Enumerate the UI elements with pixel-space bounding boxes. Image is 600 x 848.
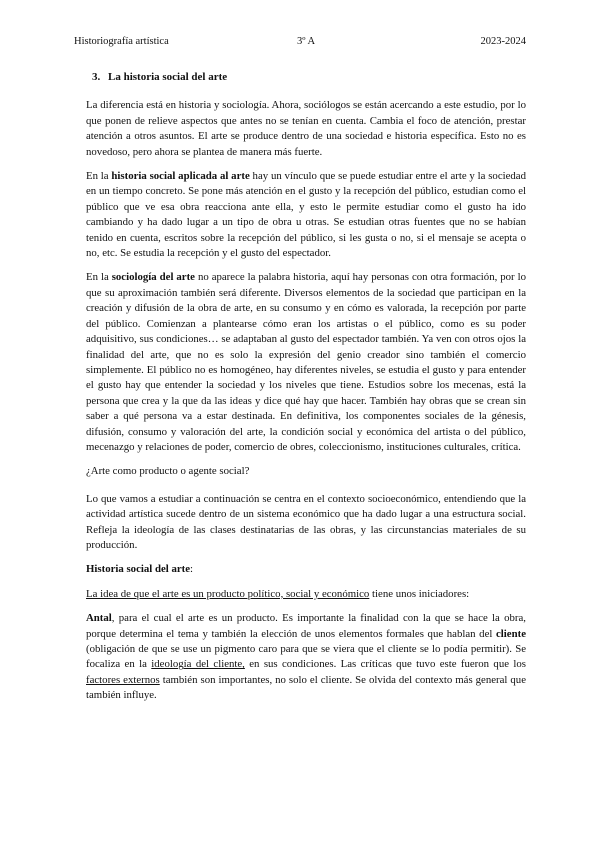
paragraph-6-part-2: (obligación de que se use un pigmento caro para que se viera que el cliente se lo podía permitir). Se focaliza en la — [86, 643, 526, 671]
document-body — [86, 70, 526, 713]
paragraph-2-pre: En la — [86, 170, 112, 183]
subheading-title: Historia social del arte — [86, 563, 191, 576]
term-cliente: cliente — [496, 627, 526, 640]
section-title: La historia social del arte — [108, 71, 228, 83]
underlined-factores: factores externos — [86, 673, 160, 686]
subheading-colon: : — [190, 563, 194, 576]
header-year: 2023-2024 — [480, 36, 526, 47]
paragraph-5 — [86, 587, 526, 602]
question-line: ¿Arte como producto o agente social? — [86, 465, 250, 478]
paragraph-2 — [86, 169, 526, 261]
subheading-line — [86, 562, 526, 577]
term-historia-social: historia social aplicada al arte — [111, 170, 250, 183]
paragraph-6-part-4: también son importantes, no solo el cliente. Se olvida del contexto más general que también influye. — [86, 673, 526, 702]
paragraph-3-pre: En la — [86, 271, 112, 284]
paragraph-3 — [86, 270, 526, 455]
section-number: 3. — [92, 71, 101, 83]
paragraph-1: La diferencia está en historia y sociología. Ahora, sociólogos se están acercando a este estudio, por lo que ponen de relieve aspectos que antes no se tenían en cuenta. Cambia el foco de atención, prestar atención a otros asuntos. El arte se produce dentro de una sociedad e historia específica. Esto no es novedoso, pero ahora se plantea de manera más fuerte. — [86, 99, 526, 158]
name-antal: Antal — [86, 612, 112, 625]
paragraph-6 — [86, 611, 526, 703]
paragraph-6-part-1: , para el cual el arte es un producto. Es importante la finalidad con la que se hace la obra, porque determina el tema y también la elección de unos elementos formales que hablan del — [86, 612, 526, 640]
paragraph-5-text: tiene unos iniciadores: — [369, 587, 470, 600]
page-header — [74, 36, 526, 50]
paragraph-3-text: no aparece la palabra historia, aquí hay personas con otra formación, por lo que su aproximación también será diferente. Diversos elementos de la sociedad que participan en la creación y difusión de la obra de arte, en su consumo y en cómo es valorada, la recepción por parte del público. Comienzan a plantearse cómo eran los artistas o el público, como es su poder adquisitivo, sus condiciones… se adaptaban al gusto del espectador también. Ya ven con otros ojos la finalidad del arte, que no es solo la expresión del genio creador sino también el comercio simplemente. El público no es homogéneo, hay diferentes niveles, se estudia el gusto y para entender el gusto hay que entender la sociedad y los niveles que tiene. Estudios sobre los mecenas, está la persona que crea y la que da las ideas y dice qué hay que hacer. También hay obras que se crean sin saber a qué persona va a estar destinada. En definitiva, los componentes sociales de la génesis, difusión, consumo y valoración del arte, la condición social y económica del artista o del público, mecenazgo y relaciones de poder, comercio de obres, coleccionismo, instituciones culturales, crítica. — [86, 271, 526, 453]
section-heading — [92, 70, 526, 85]
paragraph-4: Lo que vamos a estudiar a continuación se centra en el contexto socioeconómico, entendiendo que la actividad artística sucede dentro de un sistema económico que ha dado lugar a una estructura social. Refleja la ideología de las clases destinatarias de las obras, y las circunstancias materiales de su producción. — [86, 492, 526, 551]
paragraph-2-text: hay un vínculo que se puede estudiar entre el arte y la sociedad en un tiempo concreto. Se pone más atención en el gusto y la recepción del público, estudian como el público que ve esa obra reacciona ante ella, y esto le permite estudiar como el gusto ha ido cambiando y ha dado lugar a un tipo de obra u otras. Se estudian otras fuentes que no se habían tenido en cuenta, escritos sobre la recepción del público, si les gusta o no, si el mensaje se acepta o no, etc. Se estudia la recepción y el gusto del espectador. — [86, 170, 526, 260]
header-course: Historiografía artística — [74, 36, 169, 47]
header-group: 3º A — [297, 36, 316, 47]
underlined-ideologia: ideología del cliente, — [151, 658, 245, 671]
paragraph-6-part-3: en sus condiciones. Las críticas que tuvo este fueron que los — [244, 658, 526, 671]
term-sociologia: sociología del arte — [111, 271, 195, 284]
underlined-idea: La idea de que el arte es un producto político, social y económico — [86, 587, 370, 600]
